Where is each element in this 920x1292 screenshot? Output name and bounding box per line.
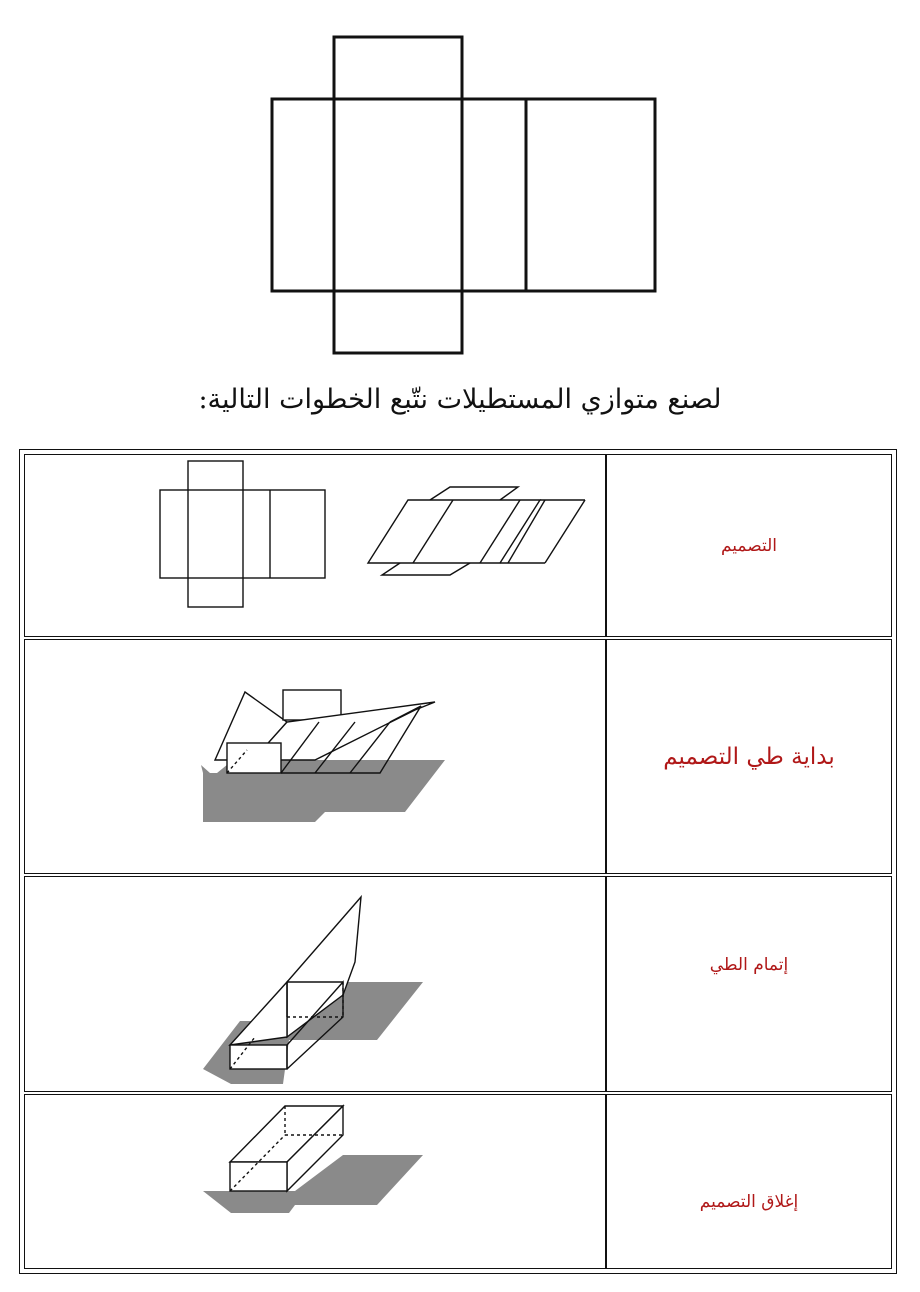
closed-rectangular-box-icon	[25, 1095, 605, 1268]
flat-net-and-oblique-net-icon	[25, 455, 605, 636]
step-1-figure-cell	[24, 454, 606, 637]
cuboid-net-diagram	[0, 0, 920, 370]
step-4-label: إغلاق التصميم	[699, 1191, 799, 1212]
step-2-label: بداية طي التصميم	[663, 743, 835, 770]
step-4-figure-cell	[24, 1094, 606, 1269]
partially-folded-net-icon	[25, 640, 605, 873]
intro-text: لصنع متوازي المستطيلات نتّبع الخطوات التالية:	[198, 384, 722, 415]
step-3-figure-cell	[24, 876, 606, 1092]
step-4-label-cell	[606, 1094, 892, 1269]
step-3-label: إتمام الطي	[709, 955, 789, 975]
step-1-label-cell	[606, 454, 892, 637]
nearly-folded-box-icon	[25, 877, 605, 1091]
step-2-figure-cell	[24, 639, 606, 874]
step-2-label-cell	[606, 639, 892, 874]
step-1-label: التصميم	[720, 535, 778, 556]
step-3-label-cell	[606, 876, 892, 1092]
steps-table	[19, 449, 897, 1274]
